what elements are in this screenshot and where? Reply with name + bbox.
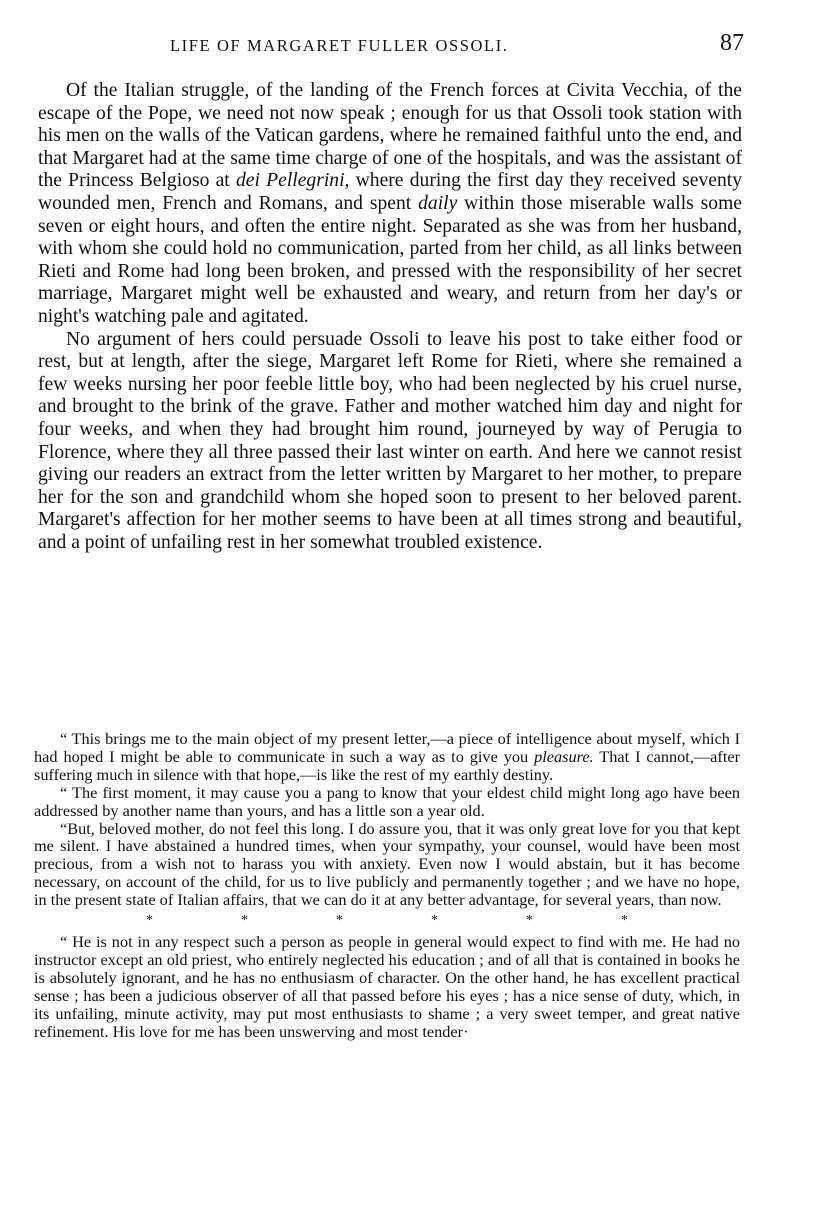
- paragraph-1: Of the Italian struggle, of the landing of the French forces at Civita Vecchia, of the escape of the Pope, we need not now speak ; enough for us that Ossoli took station with his men on the walls of the Vatican gardens, where he remained faithful unto the end, and that Margaret had at the same time charge of one of the hospitals, and was the assistant of the Princess Belgioso at dei Pellegrini, where during the first day they received seventy wounded men, French and Romans, and spent daily within those miserable walls some seven or eight hours, and often the entire night. Separated as she was from her husband, with whom she could hold no communication, parted from her child, as all links between Rieti and Rome had long been broken, and pressed with the responsibility of her secret marriage, Margaret might well be exhausted and weary, and return from her day's or night's watching pale and agitated.: [38, 80, 743, 327]
- asterisk: *: [431, 913, 438, 929]
- quote-paragraph-2: “ The first moment, it may cause you a pang to know that your eldest child might long ago have been addressed by another name than yours, and has a little son a year old.: [34, 782, 740, 820]
- quote-paragraph-1: “ This brings me to the main object of my present letter,—a piece of intelligence about myself, which I had hoped I might be able to communicate in such a way as to give you pleasure. That I cannot,—after suffering much in silence with that hope,—is like the rest of my earthly destiny.: [34, 729, 740, 784]
- asterisk: *: [621, 913, 628, 929]
- page-number: 87: [720, 30, 744, 56]
- asterism-divider: [146, 911, 628, 931]
- asterisk: *: [241, 913, 248, 929]
- asterisk: *: [526, 913, 533, 929]
- paragraph-2: No argument of hers could persuade Ossoli to leave his post to take either food or rest, but at length, after the siege, Margaret left Rome for Rieti, where she remained a few weeks nursing her poor feeble little boy, who had been neglected by his cruel nurse, and brought to the brink of the grave. Father and mother watched him day and night for four weeks, and when they had brought him round, journeyed by way of Perugia to Florence, where they all three passed their last winter on earth. And here we cannot resist giving our readers an extract from the letter written by Margaret to her mother, to prepare her for the son and grandchild whom she hoped soon to present to her beloved parent. Margaret's affection for her mother seems to have been at all times strong and beautiful, and a point of unfailing rest in her somewhat troubled existence.: [38, 328, 742, 553]
- asterisk: *: [336, 913, 343, 929]
- quote-paragraph-4: “ He is not in any respect such a person as people in general would expect to find with me. He had no instructor except an old priest, who entirely neglected his education ; and of all that is contained in books he is absolutely ignorant, and he has no enthusiasm of character. On the other hand, he has excellent practical sense ; has been a judicious observer of all that passed before his eyes ; has a nice sense of duty, which, in its unfailing, minute activity, may put most enthusiasts to shame ; a very sweet temper, and great native refinement. His love for me has been unswerving and most tender·: [34, 932, 740, 1041]
- page-header: [170, 30, 750, 60]
- letter-extract: [34, 730, 740, 1041]
- main-text: [38, 80, 742, 554]
- running-title: LIFE OF MARGARET FULLER OSSOLI.: [170, 36, 509, 55]
- asterisk: *: [146, 913, 153, 929]
- quote-paragraph-3: “But, beloved mother, do not feel this long. I do assure you, that it was only great love for you that kept me silent. I have abstained a hundred times, when your sympathy, your counsel, would have been most precious, from a wish not to harass you with anxiety. Even now I would abstain, but it has become necessary, on account of the child, for us to live publicly and permanently together ; and we have no hope, in the present state of Italian affairs, that we can do it at any better advantage, for several years, than now.: [34, 818, 740, 910]
